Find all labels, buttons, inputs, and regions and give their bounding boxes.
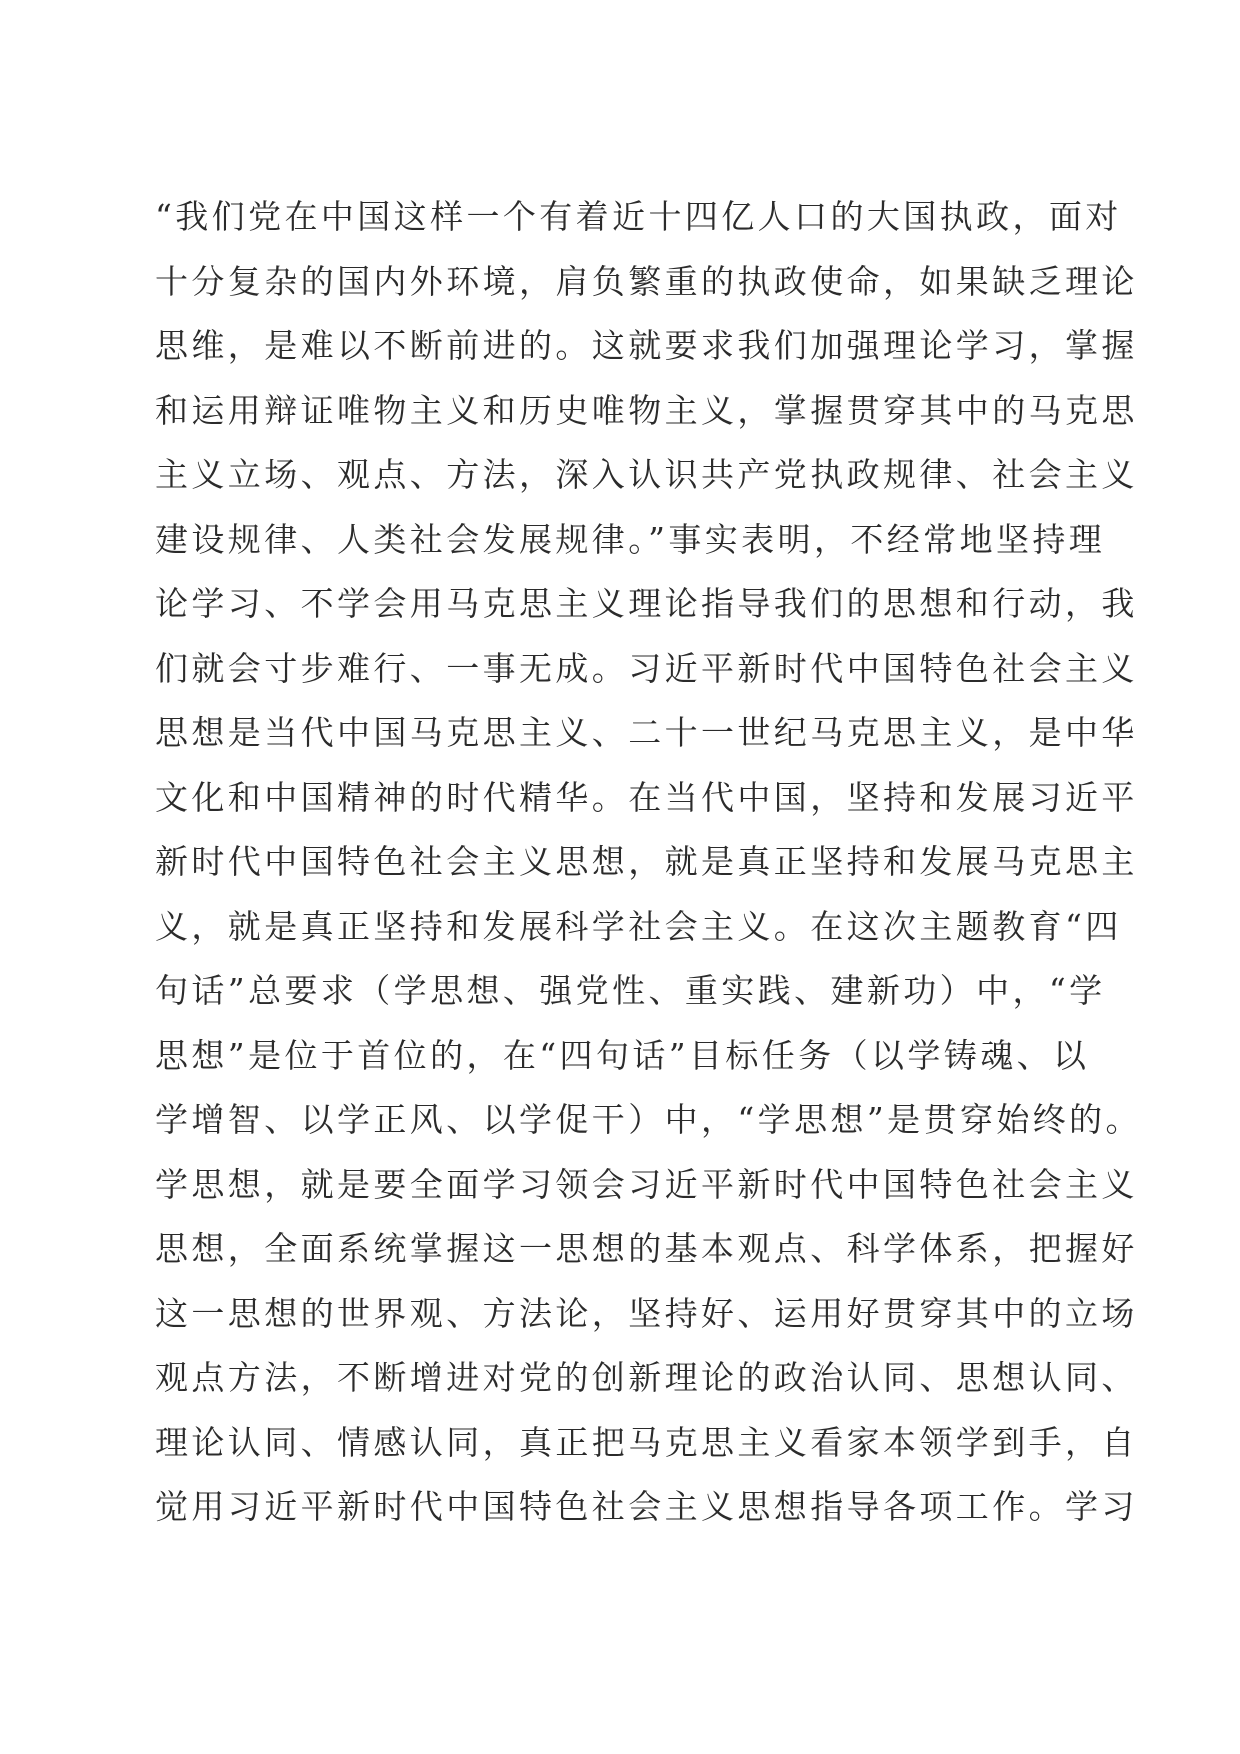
text-line-16: 学思想，就是要全面学习领会习近平新时代中国特色社会主义 (155, 1164, 1138, 1204)
text-line-21: 觉用习近平新时代中国特色社会主义思想指导各项工作。学习 (155, 1487, 1138, 1526)
text-line-11: 新时代中国特色社会主义思想，就是真正坚持和发展马克思主 (155, 842, 1138, 881)
text-line-19: 观点方法，不断增进对党的创新理论的政治认同、思想认同、 (155, 1358, 1138, 1397)
text-line-6: 建设规律、人类社会发展规律。”事实表明，不经常地坚持理 (155, 519, 1106, 559)
text-line-4: 和运用辩证唯物主义和历史唯物主义，掌握贯穿其中的马克思 (155, 390, 1138, 430)
text-line-15: 学增智、以学正风、以学促干）中，“学思想”是贯穿始终的。 (155, 1100, 1142, 1139)
text-line-8: 们就会寸步难行、一事无成。习近平新时代中国特色社会主义 (155, 648, 1138, 688)
text-line-10: 文化和中国精神的时代精华。在当代中国，坚持和发展习近平 (155, 777, 1138, 817)
text-line-2: 十分复杂的国内外环境，肩负繁重的执政使命，如果缺乏理论 (155, 261, 1138, 301)
text-line-13: 句话”总要求（学思想、强党性、重实践、建新功）中，“学 (155, 971, 1106, 1010)
text-line-5: 主义立场、观点、方法，深入认识共产党执政规律、社会主义 (155, 455, 1138, 494)
text-line-14: 思想”是位于首位的，在“四句话”目标任务（以学铸魂、以 (155, 1035, 1090, 1075)
text-line-9: 思想是当代中国马克思主义、二十一世纪马克思主义，是中华 (155, 713, 1138, 752)
text-line-1: “我们党在中国这样一个有着近十四亿人口的大国执政，面对 (155, 197, 1122, 236)
text-line-7: 论学习、不学会用马克思主义理论指导我们的思想和行动，我 (155, 584, 1138, 623)
text-line-12: 义，就是真正坚持和发展科学社会主义。在这次主题教育“四 (155, 906, 1122, 946)
text-line-20: 理论认同、情感认同，真正把马克思主义看家本领学到手，自 (155, 1422, 1138, 1462)
body-paragraph (155, 185, 1155, 1540)
text-line-18: 这一思想的世界观、方法论，坚持好、运用好贯穿其中的立场 (155, 1293, 1138, 1333)
text-line-17: 思想，全面系统掌握这一思想的基本观点、科学体系，把握好 (155, 1229, 1138, 1268)
text-line-3: 思维，是难以不断前进的。这就要求我们加强理论学习，掌握 (155, 326, 1138, 365)
